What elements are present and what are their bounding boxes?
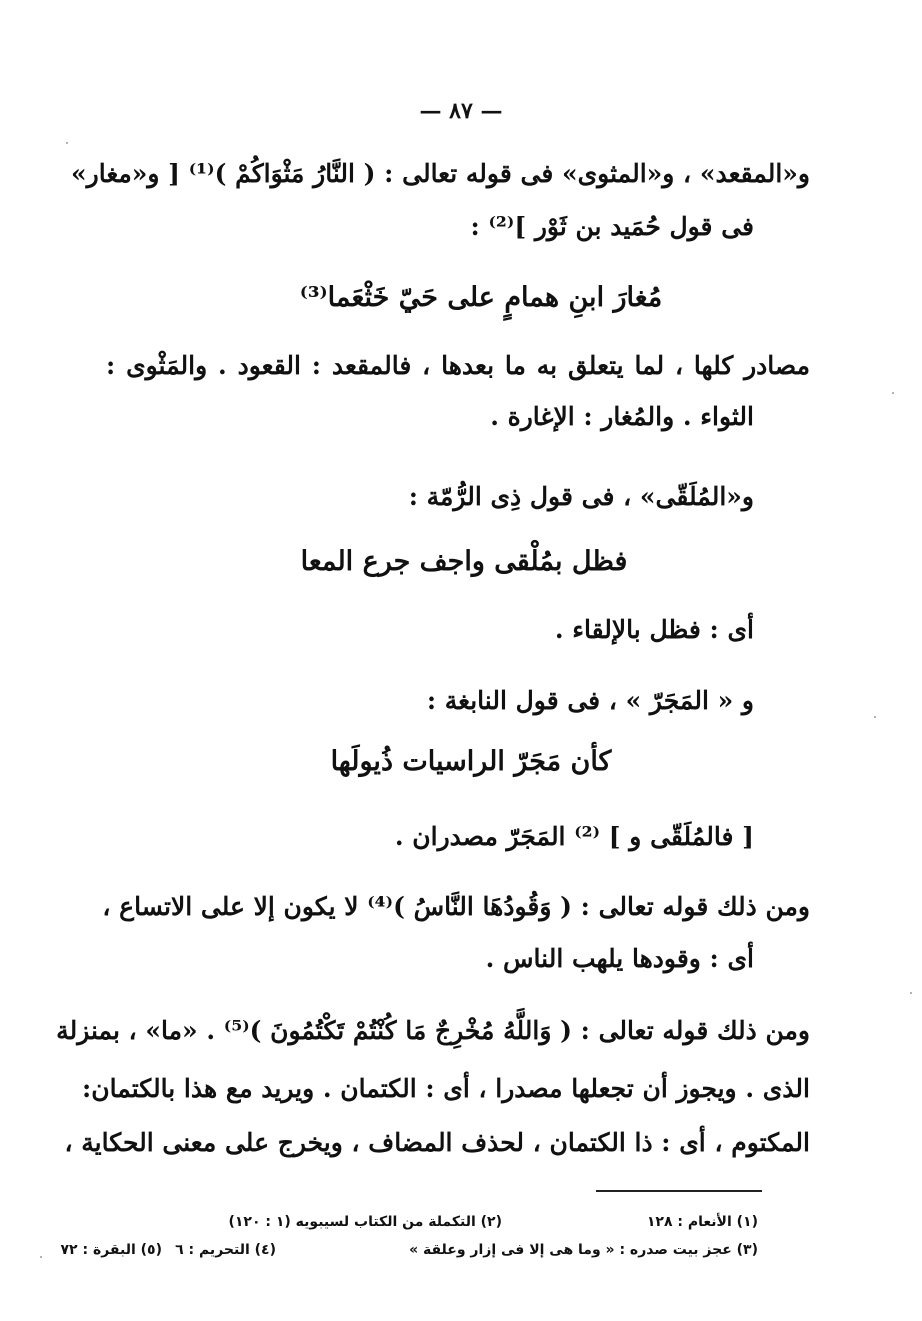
paper-speck <box>910 992 912 994</box>
footnote-4: (٤) التحريم : ٦ <box>175 1242 276 1258</box>
paper-speck <box>66 142 68 144</box>
footnote-5: (٥) البقرة : ٧٢ <box>60 1242 162 1258</box>
text-line-11: [ فالمُلَقّى و ] ⁽²⁾ المَجَرّ مصدران . <box>394 822 754 851</box>
text-line-1: و«المقعد» ، و«المثوى» فى قوله تعالى : ( النَّارُ مَثْوَاكُمْ )⁽¹⁾ [ و«مغار» <box>71 159 810 188</box>
text-line-13: أى : وقودها يلهب الناس . <box>485 944 754 973</box>
text-line-15: الذى . ويجوز أن تجعلها مصدرا ، أى : الكتمان . ويريد مع هذا بالكتمان: <box>82 1074 810 1103</box>
paper-speck <box>892 392 894 394</box>
page-number: — ٨٧ — <box>419 98 503 124</box>
text-line-4: مصادر كلها ، لما يتعلق به ما بعدها ، فالمقعد : القعود . والمَثْوى : <box>106 351 810 380</box>
text-line-12: ومن ذلك قوله تعالى : ( وَقُودُهَا النَّاسُ )⁽⁴⁾ لا يكون إلا على الاتساع ، <box>102 892 810 921</box>
paper-speck <box>40 1256 42 1258</box>
text-line-8: أى : فظل بالإلقاء . <box>554 615 754 644</box>
footnote-3: (٣) عجز بيت صدره : « وما هى إلا فى إزار وعلقة » <box>409 1242 758 1258</box>
footnote-2: (٢) التكملة من الكتاب لسيبويه (١ : ١٢٠) <box>228 1214 502 1230</box>
text-line-9: و « المَجَرّ » ، فى قول النابغة : <box>426 686 754 715</box>
verse-line-1: مُغارَ ابنِ همامٍ على حَيّ خَثْعَما⁽³⁾ <box>299 282 663 313</box>
text-line-16: المكتوم ، أى : ذا الكتمان ، لحذف المضاف ، ويخرج على معنى الحكاية ، <box>64 1128 810 1157</box>
text-line-6: و«المُلَقّى» ، فى قول ذِى الرُّمّة : <box>408 482 754 511</box>
footnote-separator <box>596 1190 762 1192</box>
text-line-14: ومن ذلك قوله تعالى : ( وَاللَّهُ مُخْرِجٌ مَا كُنْتُمْ تَكْتُمُونَ )⁽⁵⁾ . «ما» ، بمنزلة <box>56 1016 810 1045</box>
text-line-5: الثواء . والمُغار : الإغارة . <box>490 402 754 431</box>
verse-line-2: فظل بمُلْقى واجف جرع المعا <box>300 546 628 577</box>
text-line-2: فى قول حُمَيد بن ثَوْر ]⁽²⁾ : <box>470 212 754 241</box>
footnote-1: (١) الأنعام : ١٢٨ <box>646 1214 758 1230</box>
paper-speck <box>874 716 876 718</box>
verse-line-3: كأن مَجَرّ الراسيات ذُيولَها <box>330 746 612 777</box>
